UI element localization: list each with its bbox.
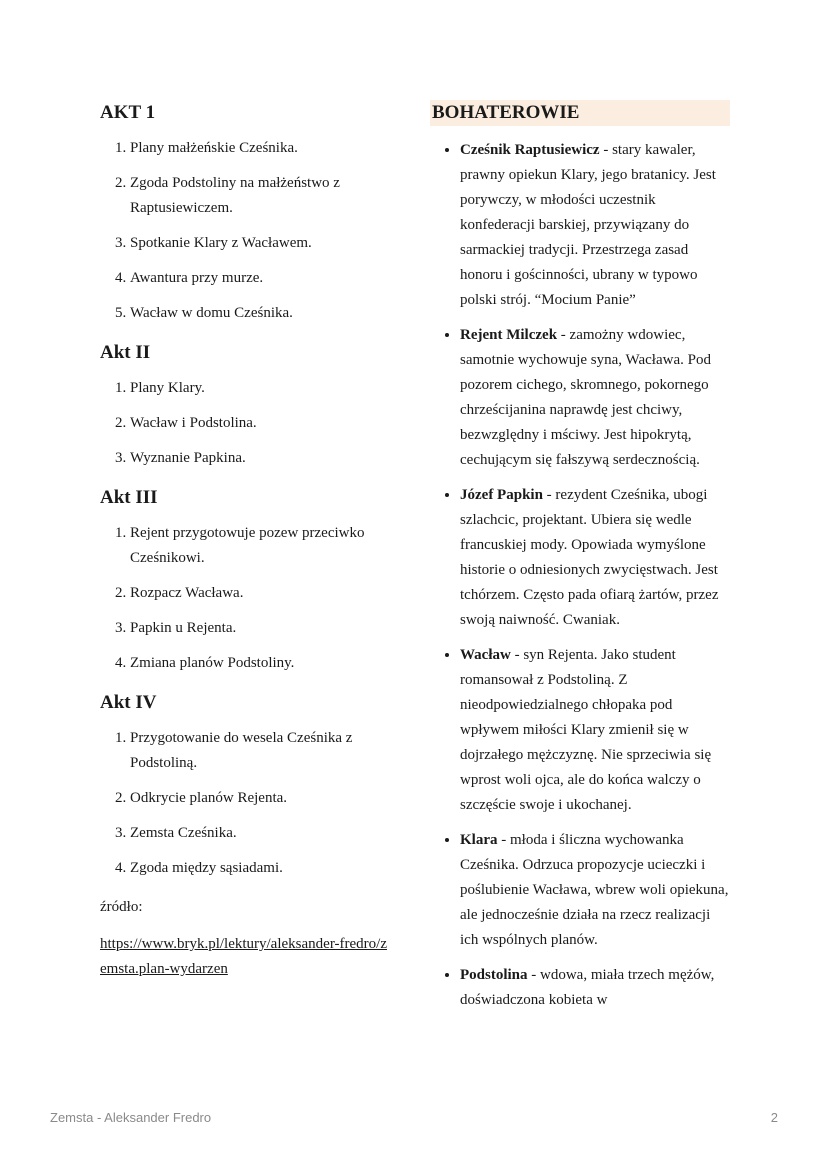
list-item: 3. Spotkanie Klary z Wacławem. xyxy=(130,231,410,256)
act-2-heading: Akt II xyxy=(100,342,151,363)
character-name: Cześnik Raptusiewicz xyxy=(460,142,600,158)
characters-column xyxy=(430,100,730,1023)
list-item: 3. Zemsta Cześnika. xyxy=(130,821,410,846)
characters-heading: BOHATEROWIE xyxy=(430,100,730,126)
character-desc: - stary kawaler, prawny opiekun Klary, jego bratanicy. Jest porywczy, w młodości uczestnik konfederacji barskiej, przywiązany do sarmackiej tradycji. Przestrzega zasad honoru i gościnności, ubrany w typowo polski strój. “Mocium Panie” xyxy=(460,142,716,308)
list-item: 4. Awantura przy murze. xyxy=(130,266,410,291)
character-name: Wacław xyxy=(460,647,511,663)
list-item: 3. Papkin u Rejenta. xyxy=(130,616,410,641)
character-desc: - młoda i śliczna wychowanka Cześnika. Odrzuca propozycje ucieczki i poślubienie Wacława, wbrew woli opiekuna, ale jednocześnie działa na rzecz realizacji ich wspólnych planów. xyxy=(460,832,729,948)
act-1-heading: AKT 1 xyxy=(100,102,156,123)
characters-list xyxy=(430,138,730,1013)
character-name: Podstolina xyxy=(460,967,528,983)
character-item xyxy=(460,963,730,1013)
list-item: 2. Zgoda Podstoliny na małżeństwo z Raptusiewiczem. xyxy=(130,171,410,221)
list-item: 5. Wacław w domu Cześnika. xyxy=(130,301,410,326)
character-name: Józef Papkin xyxy=(460,487,543,503)
source-label: źródło: xyxy=(100,899,143,915)
list-item: 4. Zgoda między sąsiadami. xyxy=(130,856,410,881)
list-item: 4. Zmiana planów Podstoliny. xyxy=(130,651,410,676)
act-2-list xyxy=(100,376,410,471)
list-item: 3. Wyznanie Papkina. xyxy=(130,446,410,471)
act-3-list xyxy=(100,521,410,676)
list-item: 1. Przygotowanie do wesela Cześnika z Podstoliną. xyxy=(130,726,410,776)
character-item xyxy=(460,138,730,313)
source-link[interactable]: https://www.bryk.pl/lektury/aleksander-fredro/zemsta.plan-wydarzen xyxy=(100,936,387,977)
character-desc: - wdowa, miała trzech mężów, doświadczona kobieta w xyxy=(460,967,715,1008)
list-item: 2. Wacław i Podstolina. xyxy=(130,411,410,436)
act-3-heading: Akt III xyxy=(100,487,158,508)
plan-column xyxy=(100,100,410,982)
character-desc: - zamożny wdowiec, samotnie wychowuje syna, Wacława. Pod pozorem cichego, skromnego, pokornego chrześcijanina naprawdę jest chciwy, bezwzględny i mściwy. Jest hipokrytą, cechującym się fałszywą serdecznością. xyxy=(460,327,711,468)
act-4-list xyxy=(100,726,410,881)
character-item xyxy=(460,483,730,633)
character-item xyxy=(460,323,730,473)
list-item: 2. Rozpacz Wacława. xyxy=(130,581,410,606)
list-item: 2. Odkrycie planów Rejenta. xyxy=(130,786,410,811)
character-desc: - rezydent Cześnika, ubogi szlachcic, projektant. Ubiera się wedle francuskiej mody. Opowiada wymyślone historie o odniesionych zwycięstwach. Jest tchórzem. Często pada ofiarą żartów, przez swoją naiwność. Cwaniak. xyxy=(460,487,719,628)
footer-title: Zemsta - Aleksander Fredro xyxy=(50,1110,212,1125)
list-item: 1. Plany Klary. xyxy=(130,376,410,401)
character-name: Klara xyxy=(460,832,498,848)
list-item: 1. Rejent przygotowuje pozew przeciwko Cześnikowi. xyxy=(130,521,410,571)
character-desc: - syn Rejenta. Jako student romansował z Podstoliną. Z nieodpowiedzialnego chłopaka pod wpływem miłości Klary zmienił się w dojrzałego mężczyznę. Nie sprzeciwia się wprost woli ojca, ale do końca walczy o szczęście swoje i ukochanej. xyxy=(460,647,712,813)
act-1-list xyxy=(100,136,410,326)
page-number: 2 xyxy=(770,1110,778,1125)
act-4-heading: Akt IV xyxy=(100,692,157,713)
character-item xyxy=(460,828,730,953)
character-item xyxy=(460,643,730,818)
list-item: 1. Plany małżeńskie Cześnika. xyxy=(130,136,410,161)
character-name: Rejent Milczek xyxy=(460,327,558,343)
